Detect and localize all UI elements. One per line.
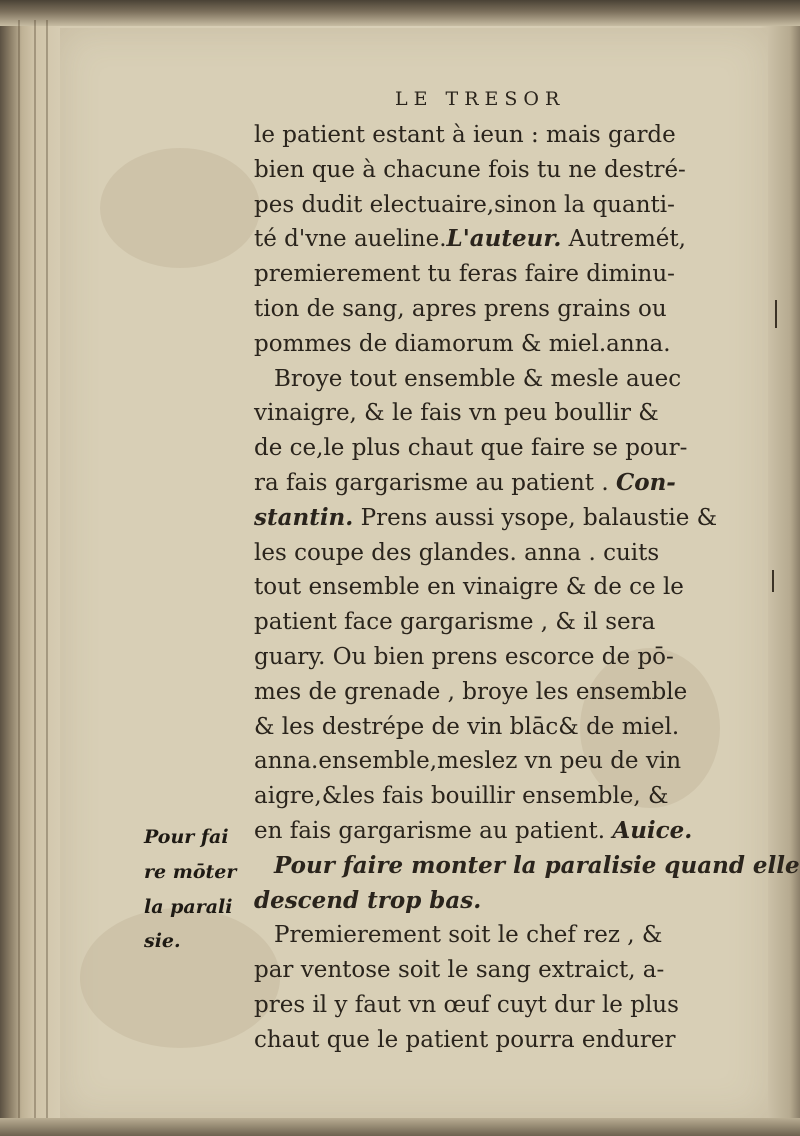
text-line-main: vinaigre, & le fais vn peu boullir &	[254, 400, 659, 427]
author-citation: stantin.	[254, 503, 354, 531]
margin-note-line: sie.	[144, 930, 181, 953]
paper-stain	[100, 148, 260, 268]
author-citation: Con-	[615, 468, 676, 496]
text-line-main: en fais gargarisme au patient.	[254, 817, 613, 844]
text-line-main: par ventose soit le sang extraict, a-	[254, 957, 665, 984]
text-line-main: anna.ensemble,meslez vn peu de vin	[254, 748, 682, 775]
text-line	[254, 779, 724, 814]
text-line-main: té d'vne aueline.	[254, 226, 447, 253]
text-line	[254, 327, 724, 362]
text-line	[254, 222, 724, 257]
running-header: LE TRESOR	[395, 88, 566, 110]
text-line	[254, 884, 724, 919]
text-line-main: & les destrépe de vin blāc& de miel.	[254, 713, 680, 740]
text-line	[254, 710, 724, 745]
text-line-main: descend trop bas.	[254, 886, 482, 914]
text-line	[254, 118, 724, 153]
text-line	[254, 605, 724, 640]
text-line-main: premierement tu feras faire diminu-	[254, 261, 675, 288]
text-line-main: Premierement soit le chef rez , &	[274, 922, 663, 949]
text-line	[254, 188, 724, 223]
margin-note	[144, 820, 256, 959]
text-line-main: tout ensemble en vinaigre & de ce le	[254, 574, 684, 601]
text-line-main: pres il y faut vn œuf cuyt dur le plus	[254, 991, 679, 1018]
page-bottom-edge	[0, 1118, 800, 1136]
text-line	[254, 744, 724, 779]
text-line	[254, 257, 724, 292]
page-edge-mark	[772, 570, 774, 592]
page-edge-mark	[775, 300, 777, 328]
text-line	[254, 466, 724, 501]
text-line	[254, 396, 724, 431]
body-text	[254, 118, 800, 1058]
text-line	[254, 849, 800, 884]
text-line-main: pes dudit electuaire,sinon la quanti-	[254, 191, 675, 218]
text-line	[254, 362, 724, 397]
text-line-main: bien que à chacune fois tu ne destré-	[254, 156, 686, 183]
text-line-continuation: Prens aussi ysope, balaustie &	[353, 504, 718, 531]
text-line	[254, 570, 724, 605]
text-line-main: guary. Ou bien prens escorce de pō-	[254, 643, 674, 670]
text-line-main: Pour faire monter la paralisie quand elle	[274, 851, 800, 879]
text-line-main: de ce,le plus chaut que faire se pour-	[254, 435, 688, 462]
text-line	[254, 292, 724, 327]
binding-edge-line	[34, 20, 36, 1126]
text-line-main: le patient estant à ieun : mais garde	[254, 122, 676, 148]
text-line-main: les coupe des glandes. anna . cuits	[254, 539, 660, 566]
text-line-continuation: Autremét,	[561, 226, 686, 253]
binding-edge-line	[46, 20, 48, 1126]
text-line-main: Broye tout ensemble & mesle auec	[274, 365, 682, 392]
text-line	[254, 431, 724, 466]
author-citation: L'auteur.	[446, 225, 562, 253]
text-line-main: mes de grenade , broye les ensemble	[254, 678, 688, 705]
text-line	[254, 1023, 724, 1058]
text-line-main: ra fais gargarisme au patient .	[254, 469, 616, 496]
text-line-main: tion de sang, apres prens grains ou	[254, 295, 667, 322]
text-line-main: chaut que le patient pourra endurer	[254, 1026, 676, 1053]
binding-edge-line	[18, 20, 20, 1126]
margin-note-line: re mōter	[144, 860, 237, 883]
text-line	[254, 501, 724, 536]
text-line-main: patient face gargarisme , & il sera	[254, 609, 656, 636]
text-line	[254, 153, 724, 188]
text-line	[254, 988, 724, 1023]
margin-note-line: Pour fai	[144, 826, 229, 848]
author-citation: Auice.	[612, 816, 693, 844]
text-line-main: aigre,&les fais bouillir ensemble, &	[254, 783, 669, 810]
text-line	[254, 675, 724, 710]
text-line	[254, 918, 724, 953]
text-line	[254, 536, 724, 571]
text-line	[254, 953, 724, 988]
margin-note-line: la parali	[144, 895, 233, 918]
page-top-edge	[0, 0, 800, 26]
text-line-main: pommes de diamorum & miel.anna.	[254, 330, 671, 357]
text-line	[254, 814, 724, 849]
text-line	[254, 640, 724, 675]
